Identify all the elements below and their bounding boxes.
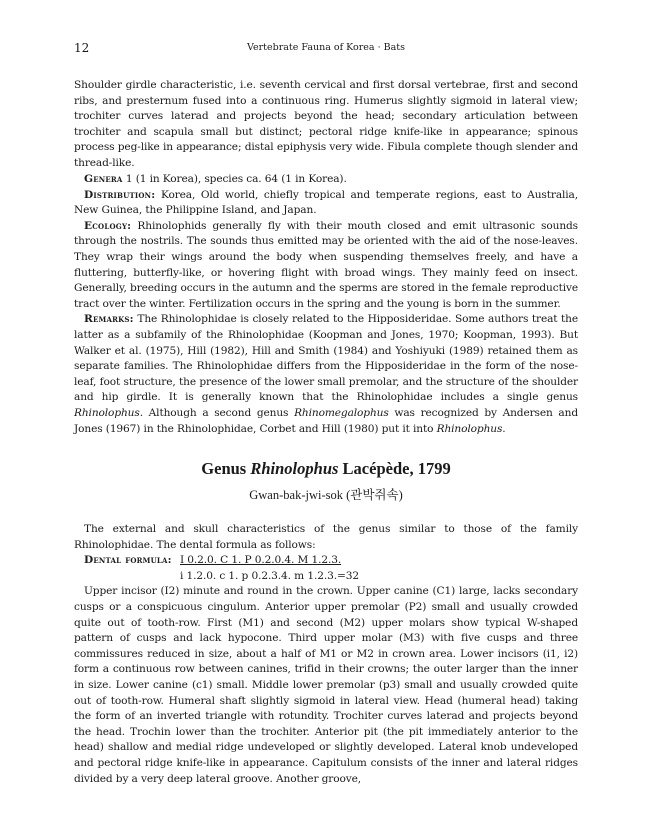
dental-formula-upper — [74, 553, 578, 569]
dental-formula-lower: i 1.2.0. c 1. p 0.2.3.4. m 1.2.3.=32 — [180, 569, 359, 582]
genera-text: 1 (1 in Korea), species ca. 64 (1 in Korea). — [122, 173, 347, 185]
genus-title-prefix: Genus — [201, 459, 251, 478]
distribution-label: Distribution: — [84, 188, 156, 201]
remarks-paragraph — [74, 312, 578, 437]
ecology-label: Ecology: — [84, 219, 132, 232]
running-title: Vertebrate Fauna of Korea · Bats — [247, 42, 405, 53]
genus-title-name: Rhinolophus — [250, 459, 339, 478]
distribution-text: Korea, Old world, chiefly tropical and temperate regions, east to Australia, New Guinea, the Philippine Island, and Japan. — [74, 188, 578, 217]
genera-label: Genera — [84, 173, 123, 185]
genus-intro: The external and skull characteristics of the genus similar to those of the family Rhinolophidae. The dental formula as follows: — [74, 523, 578, 551]
family-sections — [74, 172, 578, 437]
remarks-text-1: The Rhinolophidae is closely related to the Hipposideridae. Some authors treat the latter as a subfamily of the Rhinolophidae (Koopman and Jones, 1970; Koopman, 1993). But Walker et al. (1975), Hill (1982), Hill and Smith (1984) and Yoshiyuki (1989) retained them as separate families. The Rhinolophidae differs from the Hipposideridae in the form of the nose-leaf, foot structure, the presence of the lower small premolar, and the structure of the shoulder and hip girdle. It is generally known that the Rhinolophidae includes a single genus — [74, 313, 578, 404]
remarks-genus-3: Rhinolophus — [436, 422, 503, 435]
page-number: 12 — [74, 41, 90, 55]
ecology-text: Rhinolophids generally fly with their mouth closed and emit ultrasonic sounds through the nostrils. The sounds thus emitted may be oriented with the aid of the nose-leaves. They wrap their wings around the body when suspending themselves freely, and have a fluttering, butterfly-like, or hovering flight with broad wings. They mainly feed on insect. Generally, breeding occurs in the autumn and the sperms are stored in the female reproductive tract over the winter. Fertilization occurs in the spring and the young is born in the summer. — [74, 219, 578, 310]
dental-formula-label: Dental formula: — [84, 554, 172, 567]
remarks-genus-1: Rhinolophus — [74, 406, 140, 419]
intro-block — [74, 78, 578, 172]
ecology-paragraph — [74, 219, 578, 313]
genus-title-suffix: Lacépède, 1799 — [338, 459, 451, 478]
distribution-paragraph — [74, 188, 578, 219]
genus-body — [74, 522, 578, 787]
genera-paragraph — [74, 172, 578, 188]
remarks-text-2: . Although a second genus — [139, 406, 295, 419]
dental-formula-upper-value: I 0.2.0. C 1. P 0.2.0.4. M 1.2.3. — [180, 554, 342, 567]
remarks-text-3: was recognized by Andersen and Jones (1967) in the Rhinolophidae, Corbet and Hill (1980) put it into — [74, 406, 578, 435]
intro-paragraph: Shoulder girdle characteristic, i.e. seventh cervical and first dorsal vertebrae, first and second ribs, and presternum fused into a continuous ring. Humerus slightly sigmoid in lateral view; trochiter curves laterad and projects beyond the head; secondary articulation between trochiter and scapula small but distinct; pectoral ridge knife-like in appearance; spinous process peg-like in appearance; distal epiphysis very wide. Fibula complete though slender and thread-like. — [74, 79, 578, 169]
running-header — [74, 41, 578, 57]
remarks-text-4: . — [502, 422, 506, 435]
genus-heading — [0, 459, 652, 479]
remarks-genus-2: Rhinomegalophus — [294, 406, 389, 419]
genus-common-name: Gwan-bak-jwi-sok (관박쥐속) — [249, 488, 403, 502]
genus-description: Upper incisor (I2) minute and round in the crown. Upper canine (C1) large, lacks secondary cusps or a conspicuous cingulum. Anterior upper premolar (P2) small and usually crowded quite out of tooth-row. First (M1) and second (M2) upper molars show typical W-shaped pattern of cusps and lack hypocone. Third upper molar (M3) with five cusps and three commissures reduced in size, about a half of M1 or M2 in crown area. Lower incisors (i1, i2) form a continuous row between canines, trifid in their crowns; the outer larger than the inner in size. Lower canine (c1) small. Middle lower premolar (p3) small and usually crowded quite out of tooth-row. Humeral shaft slightly sigmoid in lateral view. Head (humeral head) taking the form of an inverted triangle with rotundity. Trochiter curves laterad and projects beyond the head. Trochin lower than the trochiter. Anterior pit (the pit immediately anterior to the head) shallow and medial ridge undeveloped or slightly developed. Lateral knob undeveloped and pectoral ridge knife-like in appearance. Capitulum consists of the inner and lateral ridges divided by a very deep lateral groove. Another groove, — [74, 585, 578, 785]
remarks-label: Remarks: — [84, 313, 134, 326]
